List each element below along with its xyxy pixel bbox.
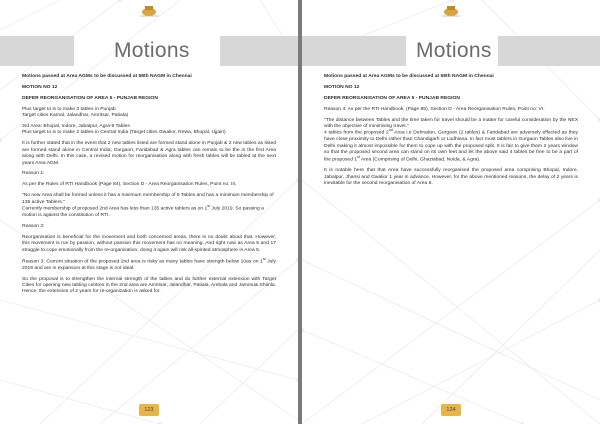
page-number: 123 xyxy=(139,404,159,416)
page-title: Motions xyxy=(416,39,492,62)
motion-number: MOTION NO 12 xyxy=(324,84,360,90)
paragraph: It is notable here that that Area have successfully reorganised the proposed area comprising Bhopal, Indore, Jabalpur, Jhansi and Gwalior 1 year in advance. However, for the above mentioned reasons, the delay of 2 years is inevitable for the second reorganisation of Area 5. xyxy=(324,168,578,187)
left-page xyxy=(0,0,298,424)
defer-heading: DEFER REORGANISATION OF AREA 5 - PUNJAB REGION xyxy=(22,95,158,101)
motions-heading: Motions passed at Area AGMs to be discussed at 58th NAGM in Chennai xyxy=(22,74,192,79)
paragraph: Reorganisation is beneficial for the movement and both concerned areas, there is no doubt about that. However, this movement is run by passion, without passion this movement has no meaning. And right now as Area 5 and 17 struggle to cope emotionally from the re-organisation, doing it again will risk all-spirited atmosphere in Area 5. xyxy=(22,234,276,253)
reason-label: Reason 2: xyxy=(22,224,45,230)
paragraph: 4 tables from the proposed 2nd Area i.e Dehradun, Gurgaon (2 tables) & Faridabad are adversely effected as they have close proximity to Delhi rather than Chandigarh or Ludhiana. In fact most tablers in Gurgaon Tables also live in Delhi making it almost impossible for them to cope up with the proposed split. It is fair to give them 2 years window so that the proposed second area can stand on its own feet and let the above said 4 tables be free to be a part of the proposed 1st Area (Comprising of Delhi, Ghaziabad, Noida, & Agra). xyxy=(324,128,578,163)
paragraph: "The distance between Tables and the time taken for travel should be a matter for careful consideration by the NEX with the objective of minimising travel." xyxy=(324,117,578,130)
motion-number: MOTION NO 12 xyxy=(22,84,58,90)
round-table-logo xyxy=(440,4,462,18)
page-number: 124 xyxy=(441,404,461,416)
left-page-content xyxy=(22,74,276,300)
right-page xyxy=(302,0,600,424)
reason-label: Reason 1: xyxy=(22,171,45,177)
paragraph: Reason 4: As per the RTI Handbook, (Page 85), Section D - Area Reorganisation Rules, Point no: VI. xyxy=(324,106,545,112)
right-page-content xyxy=(324,74,578,192)
paragraph: As per the Rules of RTI Handbook (Page 84), Section D - Area Reorganisation Rules, Point no: III, xyxy=(22,182,237,188)
paragraph: It is further stated that in the event that 2 new tables listed are formed stand alone in Punjab & 2 new tables as listed are formed stand alone in Central India; Gurgaon, Faridabad & Agra tables can remain to be the in the first Area along with Delhi. In this case, a revised motion for reorganisation along with fresh tables will be tabled at the next years Area AGM. xyxy=(22,141,276,166)
paragraph: So the proposal is to strengthen the internal strength of the tables and do further external extension with Target Cities for opening new tabling centres in the 2nd area are Amritsar, Jalandhar, Patiala, Ambala and Jammu& Shimla. Hence, the extension of 2 years for re-organization is asked for. xyxy=(22,276,276,295)
paragraph: "No new Area shall be formed unless it has a minimum membership of 9 Tables and has a minimum membership of 135 active Tablers." Currently membership of proposed 2nd Area has less than 135 active tablers as on 1st July 2019. So passing a motion is against the constitution of RTI. xyxy=(22,193,274,219)
round-table-logo xyxy=(138,4,160,18)
motions-heading: Motions passed at Area AGMs to be discussed at 58th NAGM in Chennai xyxy=(324,74,494,79)
defer-heading: DEFER REORGANISATION OF AREA 5 - PUNJAB REGION xyxy=(324,95,460,101)
paragraph: Plus target to is to make 3 tables in Punjab Target cities Karnal, Jalandhar, Amritsar, Patiala) xyxy=(22,106,129,119)
paragraph: Reason 3: Current situation of the proposed 2nd area is risky as many tables have strength below 10as on 1st July 2019 and are in expansion at this stage is not ideal. xyxy=(22,256,276,271)
paragraph: 3rd Area: Bhopal, Indore, Jabalpur, Agra-9 Tables Plus target to is to make 2 tables in Central India (Target cities Gwalior, Rewa, Bhopal, Ujjain) xyxy=(22,124,226,136)
page-title: Motions xyxy=(114,39,190,62)
